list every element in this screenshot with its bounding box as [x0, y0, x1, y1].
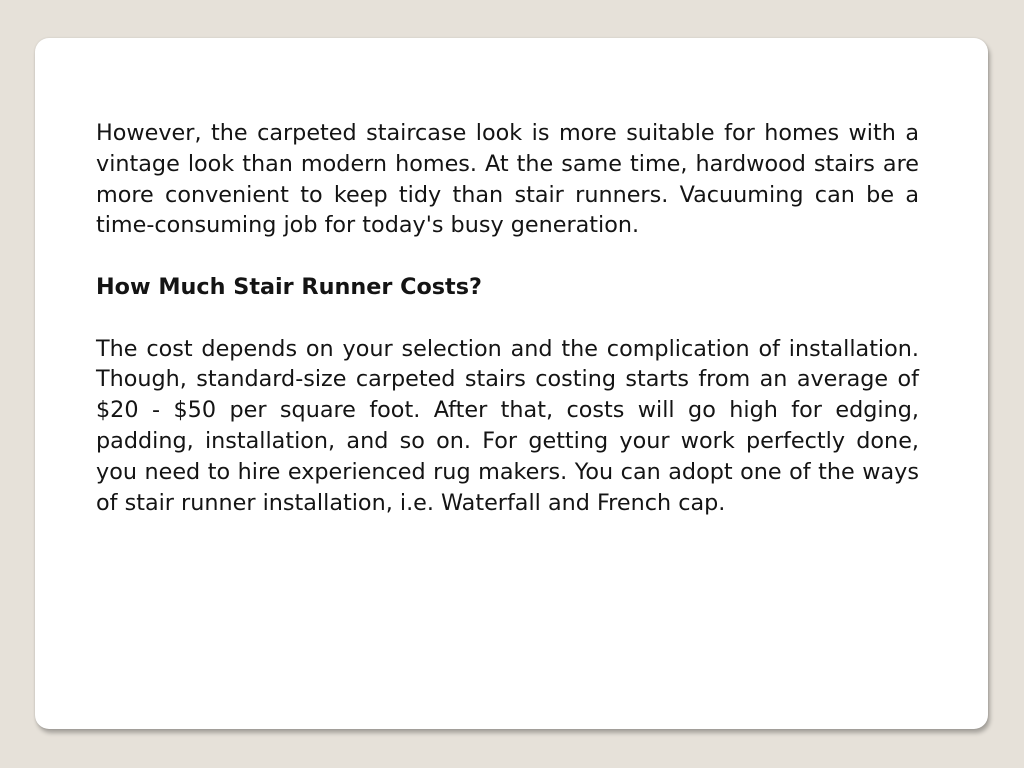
slide-card [35, 38, 988, 729]
cost-paragraph: The cost depends on your selection and the complication of installation. Though, standard-size carpeted stairs costing starts from an average of $20 - $50 per square foot. After that, costs will go high for edging, padding, installation, and so on. For getting your work perfectly done, you need to hire experienced rug makers. You can adopt one of the ways of stair runner installation, i.e. Waterfall and French cap. [96, 335, 919, 516]
slide-content [96, 118, 919, 518]
section-heading: How Much Stair Runner Costs? [96, 273, 482, 300]
intro-paragraph: However, the carpeted staircase look is more suitable for homes with a vintage look than modern homes. At the same time, hardwood stairs are more convenient to keep tidy than stair runners. Vacuuming can be a time-consuming job for today's busy generation. [96, 120, 919, 239]
